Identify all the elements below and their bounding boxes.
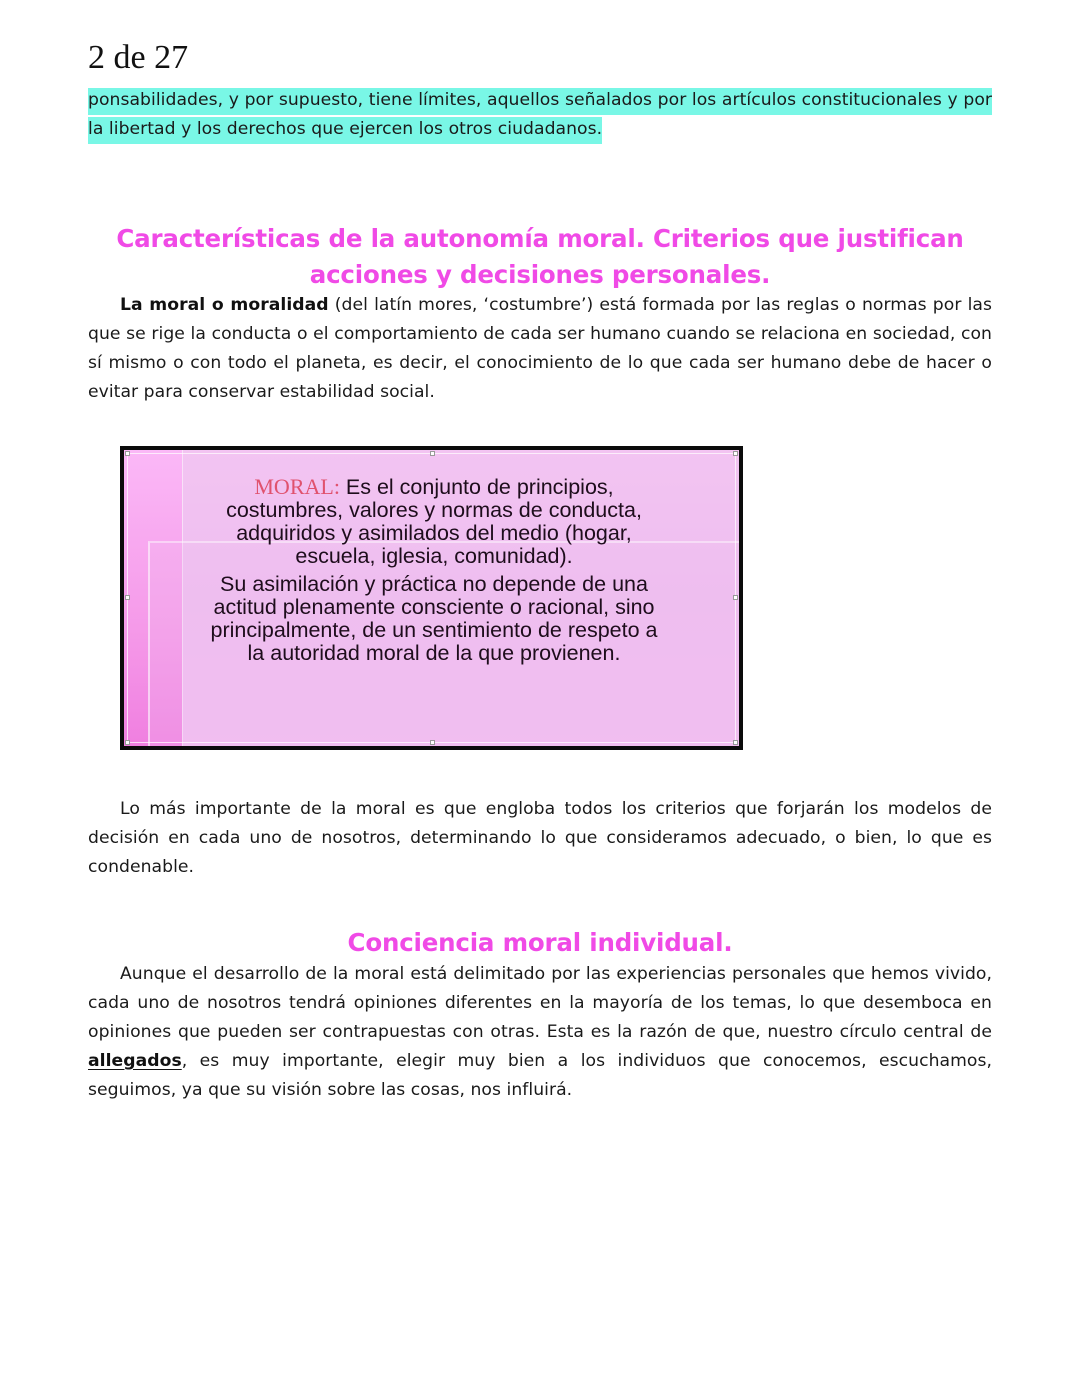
slide-label-moral: MORAL: [254,474,340,499]
paragraph-moral-criteria: Lo más importante de la moral es que engloba todos los criterios que forjarán los modelos de decisión en cada uno de nosotros, determinando lo que consideramos adecuado, o bien, lo que es condenable. [88,799,992,877]
paragraph-text-before: Aunque el desarrollo de la moral está delimitado por las experiencias personales que hemos vivido, cada uno de nosotros tendrá opiniones diferentes en la mayoría de los temas, lo que desemboca en opiniones que pueden ser contrapuestas con otras. Esta es la razón de que, nuestro círculo central de [88,964,992,1042]
resize-handle-top[interactable] [430,451,435,456]
resize-handle-bottom[interactable] [430,740,435,745]
section-heading-autonomia-moral: Características de la autonomía moral. Criterios que justifican acciones y decisiones personales. [116,224,964,289]
slide-text [204,475,664,665]
resize-handle-left[interactable] [125,595,130,600]
slide-definition-text: Es el conjunto de principios, costumbres, valores y normas de conducta, adquiridos y asimilados del medio (hogar, escuela, iglesia, comunidad). [226,475,642,568]
paragraph-conciencia-moral [88,960,992,1105]
paragraph-text: (del latín mores, ‘costumbre’) está formada por las reglas o normas por las que se rige la conducta o el comportamiento de cada ser humano cuando se relaciona en sociedad, con sí mismo o con todo el planeta, es decir, el conocimiento de lo que cada ser humano debe de hacer o evitar para conservar estabilidad social. [88,295,992,402]
paragraph-text-after: , es muy importante, elegir muy bien a los individuos que conocemos, escuchamos, seguimos, ya que su visión sobre las cosas, nos influirá. [88,1051,992,1100]
link-allegados[interactable]: allegados [88,1051,182,1071]
slide-second-paragraph: Su asimilación y práctica no depende de una actitud plenamente consciente o racional, sino principalmente, de un sentimiento de respeto a la autoridad moral de la que provienen. [210,572,658,665]
resize-handle-bottom-left[interactable] [125,740,130,745]
slide-definition [204,475,664,568]
moral-definition-slide-image [120,446,743,750]
intro-paragraph [88,86,992,144]
highlighted-text: ponsabilidades, y por supuesto, tiene límites, aquellos señalados por los artículos constitucionales y por la libertad y los derechos que ejercen los otros ciudadanos. [88,88,992,144]
resize-handle-top-left[interactable] [125,451,130,456]
paragraph-moral-definition [88,291,992,407]
resize-handle-right[interactable] [733,595,738,600]
page-counter: 2 de 27 [88,39,189,76]
resize-handle-top-right[interactable] [733,451,738,456]
bold-term: La moral o moralidad [120,295,329,315]
section-heading-conciencia-moral: Conciencia moral individual. [347,928,733,957]
resize-handle-bottom-right[interactable] [733,740,738,745]
